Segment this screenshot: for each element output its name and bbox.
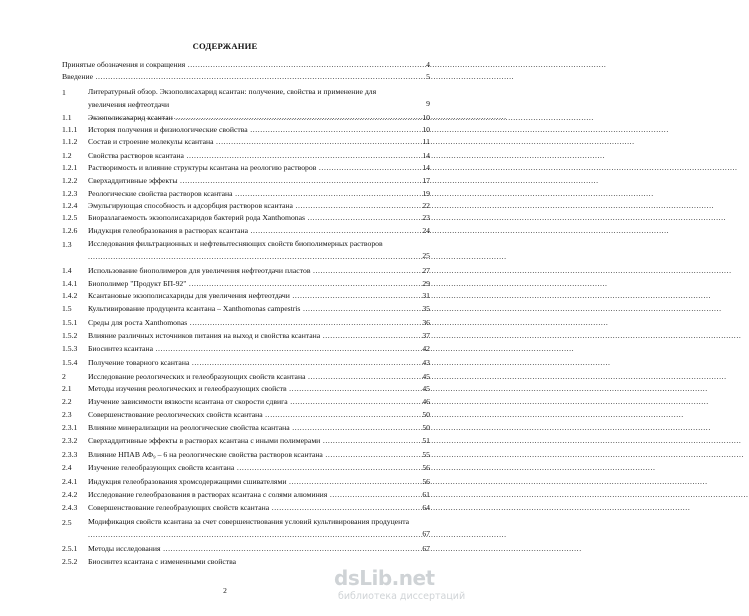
toc-entry-number: 1.4.1 bbox=[62, 279, 78, 288]
toc-entry-page: 51 bbox=[422, 436, 430, 445]
toc-entry-title: Состав и строение молекулы ксантана ..... bbox=[88, 137, 414, 146]
toc-entry-title: Реологические свойства растворов ксантана ..... bbox=[88, 189, 414, 198]
toc-entry-number: 2.2 bbox=[62, 397, 72, 406]
toc-entry-page: 24 bbox=[422, 226, 430, 235]
toc-entry-page: 11 bbox=[422, 137, 430, 146]
toc-entry-title: Методы изучения реологических и гелеобразующих свойств ..... bbox=[88, 384, 414, 393]
toc-entry-page: 56 bbox=[422, 463, 430, 472]
toc-entry-number: 1.2.1 bbox=[62, 163, 78, 172]
toc-entry-number: 1.5.1 bbox=[62, 318, 78, 327]
toc-entry-title: Модификация свойств ксантана за счет совершенствования условий культивирования продуцента ..... bbox=[88, 516, 414, 541]
toc-entry-number: 1.5.4 bbox=[62, 358, 78, 367]
toc-entry-number: 1.2 bbox=[62, 151, 72, 160]
toc-entry-page: 67 bbox=[422, 544, 430, 553]
watermark-subtitle: библиотека диссертаций bbox=[338, 591, 466, 602]
toc-entry-page: 9 bbox=[426, 99, 430, 108]
toc-entry-number: 1.2.6 bbox=[62, 226, 78, 235]
toc-entry-page: 46 bbox=[422, 397, 430, 406]
toc-entry-number: 2.4 bbox=[62, 463, 72, 472]
toc-entry-number: 1.2.4 bbox=[62, 201, 78, 210]
toc-entry-page: 31 bbox=[422, 291, 430, 300]
toc-entry-number: 2.3 bbox=[62, 410, 72, 419]
toc-entry-title: Сверхаддитивные эффекты ..... bbox=[88, 176, 414, 185]
toc-entry-number: 2.5.2 bbox=[62, 557, 78, 566]
toc-entry-title: Экзополисахарид ксантан ..... bbox=[88, 113, 414, 122]
toc-entry-title: Биополимер "Продукт БП-92" ..... bbox=[88, 279, 414, 288]
page-number: 2 bbox=[223, 586, 227, 595]
toc-entry-number: 1 bbox=[62, 88, 66, 97]
toc-entry-title: Совершенствование гелеобразующих свойств ксантана ..... bbox=[88, 503, 414, 512]
toc-entry-title: Литературный обзор. Экзополисахарид ксантан: получение, свойства и применение для увеличения нефтеотдачи ..... bbox=[88, 86, 414, 111]
toc-entry-page: 55 bbox=[422, 450, 430, 459]
toc-entry-page: 64 bbox=[422, 503, 430, 512]
toc-entry-page: 10 bbox=[422, 125, 430, 134]
toc-entry-page: 23 bbox=[422, 213, 430, 222]
toc-entry-number: 1.5.3 bbox=[62, 344, 78, 353]
toc-entry-title: Растворимость и влияние структуры ксантана на реологию растворов ..... bbox=[88, 163, 414, 172]
toc-entry-title: Влияние НПАВ АФ₉ – 6 на реологические свойства растворов ксантана ..... bbox=[88, 450, 414, 459]
toc-entry-number: 2.3.3 bbox=[62, 450, 78, 459]
toc-entry-number: 2.4.1 bbox=[62, 477, 78, 486]
toc-entry-page: 14 bbox=[422, 163, 430, 172]
toc-entry-page: 50 bbox=[422, 410, 430, 419]
toc-entry-page: 17 bbox=[422, 176, 430, 185]
toc-entry-title: Среды для роста Xanthomonas ..... bbox=[88, 318, 414, 327]
toc-entry-number: 2.5 bbox=[62, 518, 72, 527]
toc-entry-number: 2.1 bbox=[62, 384, 72, 393]
toc-entry-page: 67 bbox=[422, 529, 430, 538]
toc-entry-title: Влияние минерализации на реологические свойства ксантана ..... bbox=[88, 423, 414, 432]
toc-entry-title: Индукция гелеобразования хромсодержащими сшивателями ..... bbox=[88, 477, 414, 486]
toc-entry-number: 1.4 bbox=[62, 266, 72, 275]
toc-entry-title: Исследование гелеобразования в растворах ксантана с солями алюминия ..... bbox=[88, 490, 414, 499]
toc-entry-number: 1.4.2 bbox=[62, 291, 78, 300]
toc-entry-number: 2 bbox=[62, 372, 66, 381]
toc-entry-title: Исследования фильтрационных и нефтевытесняющих свойств биополимерных растворов ..... bbox=[88, 238, 414, 263]
toc-entry-number: 1.3 bbox=[62, 240, 72, 249]
toc-entry-title: Культивирование продуцента ксантана – Xanthomonas campestris ..... bbox=[88, 304, 414, 313]
toc-entry-page: 37 bbox=[422, 331, 430, 340]
toc-entry-title: Получение товарного ксантана ..... bbox=[88, 358, 414, 367]
toc-entry-title: Использование биополимеров для увеличения нефтеотдачи пластов ..... bbox=[88, 266, 414, 275]
watermark-logo: dsLib.net bbox=[334, 566, 435, 590]
toc-entry-page: 25 bbox=[422, 251, 430, 260]
toc-entry-page: 29 bbox=[422, 279, 430, 288]
toc-entry-number: 1.1.2 bbox=[62, 137, 78, 146]
toc-entry-page: 5 bbox=[426, 72, 430, 81]
toc-entry-number: 2.4.2 bbox=[62, 490, 78, 499]
toc-entry-number: 1.1 bbox=[62, 113, 72, 122]
toc-entry-page: 43 bbox=[422, 358, 430, 367]
toc-entry-number: 2.3.1 bbox=[62, 423, 78, 432]
toc-entry-page: 42 bbox=[422, 344, 430, 353]
toc-entry-title: Биосинтез ксантана с измененными свойства bbox=[88, 557, 237, 566]
toc-entry-title: Сверхаддитивные эффекты в растворах ксантана с иными полимерами ..... bbox=[88, 436, 414, 445]
toc-entry-page: 14 bbox=[422, 151, 430, 160]
toc-entry-page: 50 bbox=[422, 423, 430, 432]
toc-entry-title: Методы исследования ..... bbox=[88, 544, 414, 553]
toc-entry-page: 27 bbox=[422, 266, 430, 275]
toc-entry-title: Введение ..... bbox=[62, 72, 414, 81]
toc-entry-page: 22 bbox=[422, 201, 430, 210]
toc-entry-title: Изучение зависимости вязкости ксантана от скорости сдвига ..... bbox=[88, 397, 414, 406]
toc-entry-title: История получения и физиологические свойства ..... bbox=[88, 125, 414, 134]
toc-entry-page: 56 bbox=[422, 477, 430, 486]
toc-entry-page: 36 bbox=[422, 318, 430, 327]
toc-entry-title: Свойства растворов ксантана ..... bbox=[88, 151, 414, 160]
watermark bbox=[334, 566, 466, 610]
toc-entry-title: Биоразлагаемость экзополисахаридов бактерий рода Xanthomonas ..... bbox=[88, 213, 414, 222]
toc-entry-title: Эмульгирующая способность и адсорбция растворов ксантана ..... bbox=[88, 201, 414, 210]
toc-entry-number: 1.2.5 bbox=[62, 213, 78, 222]
toc-entry-number: 1.5 bbox=[62, 304, 72, 313]
toc-entry-number: 2.4.3 bbox=[62, 503, 78, 512]
toc-entry-title: Исследование реологических и гелеобразующих свойств ксантана ..... bbox=[88, 372, 414, 381]
toc-entry-number: 1.1.1 bbox=[62, 125, 78, 134]
toc-entry-page: 45 bbox=[422, 384, 430, 393]
toc-entry-page: 19 bbox=[422, 189, 430, 198]
toc-entry-page: 45 bbox=[422, 372, 430, 381]
toc-entry-title: Ксантановые экзополисахариды для увеличения нефтеотдачи ..... bbox=[88, 291, 414, 300]
toc-entry-number: 1.2.3 bbox=[62, 189, 78, 198]
toc-entry-page: 4 bbox=[426, 60, 430, 69]
toc-entry-page: 10 bbox=[422, 113, 430, 122]
toc-entry-number: 1.5.2 bbox=[62, 331, 78, 340]
toc-entry-title: Биосинтез ксантана ..... bbox=[88, 344, 414, 353]
toc-entry-title: Совершенствование реологических свойств ксантана ..... bbox=[88, 410, 414, 419]
toc-entry-title: Индукция гелеобразования в растворах ксантана ..... bbox=[88, 226, 414, 235]
page-title: СОДЕРЖАНИЕ bbox=[192, 41, 258, 51]
toc-entry-page: 61 bbox=[422, 490, 430, 499]
toc-entry-page: 35 bbox=[422, 304, 430, 313]
toc-entry-title: Влияние различных источников питания на выход и свойства ксантана ..... bbox=[88, 331, 414, 340]
toc-entry-title: Изучение гелеобразующих свойств ксантана ..... bbox=[88, 463, 414, 472]
toc-entry-title: Принятые обозначения и сокращения ..... bbox=[62, 60, 414, 69]
toc-entry-number: 2.3.2 bbox=[62, 436, 78, 445]
toc-entry-number: 2.5.1 bbox=[62, 544, 78, 553]
toc-entry-number: 1.2.2 bbox=[62, 176, 78, 185]
